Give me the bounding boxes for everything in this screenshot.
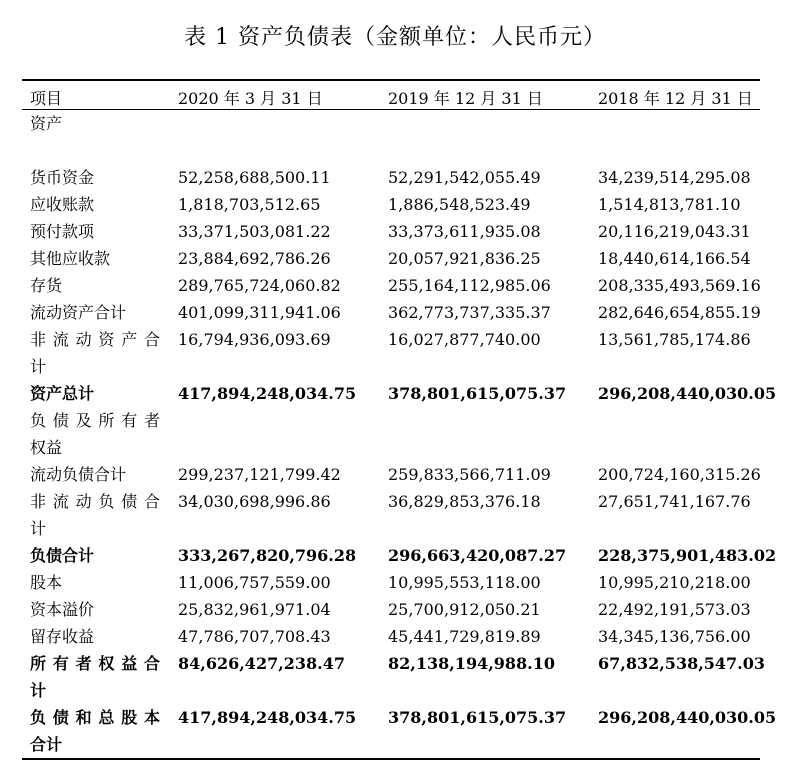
- value-2018-12-31: 22,492,191,573.03: [598, 600, 751, 619]
- row-label: 资产: [30, 114, 63, 133]
- value-2019-12-31: 1,886,548,523.49: [388, 195, 531, 214]
- value-2019-12-31: 33,373,611,935.08: [388, 222, 541, 241]
- table-row: [22, 704, 777, 758]
- value-2018-12-31: 10,995,210,218.00: [598, 573, 751, 592]
- value-2020-03-31: 417,894,248,034.75: [178, 708, 357, 727]
- value-2019-12-31: 259,833,566,711.09: [388, 465, 551, 484]
- value-2019-12-31: 378,801,615,075.37: [388, 384, 567, 403]
- value-2018-12-31: 282,646,654,855.19: [598, 303, 761, 322]
- header-2019-12-31: 2019 年 12 月 31 日: [388, 89, 543, 108]
- value-2020-03-31: 333,267,820,796.28: [178, 546, 357, 565]
- value-2020-03-31: 25,832,961,971.04: [178, 600, 331, 619]
- value-2020-03-31: 1,818,703,512.65: [178, 195, 321, 214]
- value-2020-03-31: 299,237,121,799.42: [178, 465, 341, 484]
- row-label: 其他应收款: [30, 249, 111, 268]
- value-2019-12-31: 20,057,921,836.25: [388, 249, 541, 268]
- table-row: [22, 110, 760, 137]
- table-row: [22, 299, 760, 326]
- value-2019-12-31: 36,829,853,376.18: [388, 492, 541, 511]
- value-2020-03-31: 84,626,427,238.47: [178, 654, 346, 673]
- row-label: 股本: [30, 573, 63, 592]
- row-label: 资产总计: [30, 384, 95, 403]
- row-label: 留存收益: [30, 627, 95, 646]
- value-2018-12-31: 18,440,614,166.54: [598, 249, 751, 268]
- value-2020-03-31: 34,030,698,996.86: [178, 492, 331, 511]
- row-label: 流动负债合计: [30, 465, 127, 484]
- balance-sheet-table: [22, 79, 777, 760]
- value-2018-12-31: 34,239,514,295.08: [598, 168, 751, 187]
- value-2019-12-31: 45,441,729,819.89: [388, 627, 541, 646]
- table-row: [22, 272, 760, 299]
- row-label: 存货: [30, 276, 63, 295]
- value-2019-12-31: 296,663,420,087.27: [388, 546, 567, 565]
- table-row: [22, 218, 760, 245]
- value-2018-12-31: [590, 407, 760, 461]
- table-title: 表 1 资产负债表（金额单位：人民币元）: [184, 25, 606, 50]
- header-2020-03-31: 2020 年 3 月 31 日: [178, 89, 323, 108]
- value-2019-12-31: [380, 110, 590, 137]
- value-2019-12-31: 10,995,553,118.00: [388, 573, 541, 592]
- value-2018-12-31: 1,514,813,781.10: [598, 195, 741, 214]
- value-2018-12-31: 67,832,538,547.03: [598, 654, 766, 673]
- row-spacer: [22, 137, 760, 164]
- row-label: 所有者权益合 计: [30, 654, 160, 700]
- row-label: 负债及所有者 权益: [30, 411, 160, 457]
- value-2020-03-31: 47,786,707,708.43: [178, 627, 331, 646]
- value-2019-12-31: 52,291,542,055.49: [388, 168, 541, 187]
- value-2020-03-31: 16,794,936,093.69: [178, 330, 331, 349]
- value-2018-12-31: 20,116,219,043.31: [598, 222, 751, 241]
- row-label: 非流动负债合 计: [30, 492, 160, 538]
- row-label: 应收账款: [30, 195, 95, 214]
- value-2020-03-31: 23,884,692,786.26: [178, 249, 331, 268]
- value-2020-03-31: 417,894,248,034.75: [178, 384, 357, 403]
- value-2020-03-31: [170, 407, 380, 461]
- value-2018-12-31: 27,651,741,167.76: [598, 492, 751, 511]
- value-2020-03-31: 289,765,724,060.82: [178, 276, 341, 295]
- value-2018-12-31: 208,335,493,569.16: [598, 276, 761, 295]
- table-row: [22, 650, 766, 704]
- table-body: [22, 110, 777, 758]
- value-2019-12-31: 378,801,615,075.37: [388, 708, 567, 727]
- value-2018-12-31: 200,724,160,315.26: [598, 465, 761, 484]
- table-row: [22, 488, 760, 542]
- table-row: [22, 164, 760, 191]
- value-2020-03-31: 11,006,757,559.00: [178, 573, 331, 592]
- value-2019-12-31: 82,138,194,988.10: [388, 654, 556, 673]
- table-row: [22, 542, 777, 569]
- value-2019-12-31: 16,027,877,740.00: [388, 330, 541, 349]
- table-row: [22, 407, 760, 461]
- value-2019-12-31: 362,773,737,335.37: [388, 303, 551, 322]
- row-label: 非流动资产合 计: [30, 330, 160, 376]
- table-row: [22, 596, 760, 623]
- table-row: [22, 191, 760, 218]
- value-2018-12-31: 13,561,785,174.86: [598, 330, 751, 349]
- row-label: 预付款项: [30, 222, 95, 241]
- header-2018-12-31: 2018 年 12 月 31 日: [598, 89, 753, 108]
- row-label: 流动资产合计: [30, 303, 127, 322]
- table-header-row: [22, 81, 760, 110]
- row-label: 货币资金: [30, 168, 95, 187]
- value-2019-12-31: [380, 407, 590, 461]
- value-2020-03-31: 33,371,503,081.22: [178, 222, 331, 241]
- table-row: [22, 326, 760, 380]
- value-2020-03-31: 52,258,688,500.11: [178, 168, 331, 187]
- value-2019-12-31: 255,164,112,985.06: [388, 276, 551, 295]
- table-row: [22, 461, 760, 488]
- row-label: 负债合计: [30, 546, 95, 565]
- row-label: 资本溢价: [30, 600, 95, 619]
- value-2018-12-31: [590, 110, 760, 137]
- header-item: 项目: [30, 89, 63, 108]
- value-2018-12-31: 228,375,901,483.02: [598, 546, 777, 565]
- row-label: 负债和总股本 合计: [30, 708, 160, 754]
- value-2019-12-31: 25,700,912,050.21: [388, 600, 541, 619]
- value-2018-12-31: 296,208,440,030.05: [598, 384, 777, 403]
- table-row: [22, 569, 760, 596]
- value-2018-12-31: 34,345,136,756.00: [598, 627, 751, 646]
- table-row: [22, 623, 760, 650]
- value-2020-03-31: [170, 110, 380, 137]
- table-row: [22, 380, 777, 407]
- value-2020-03-31: 401,099,311,941.06: [178, 303, 341, 322]
- table-row: [22, 245, 760, 272]
- value-2018-12-31: 296,208,440,030.05: [598, 708, 777, 727]
